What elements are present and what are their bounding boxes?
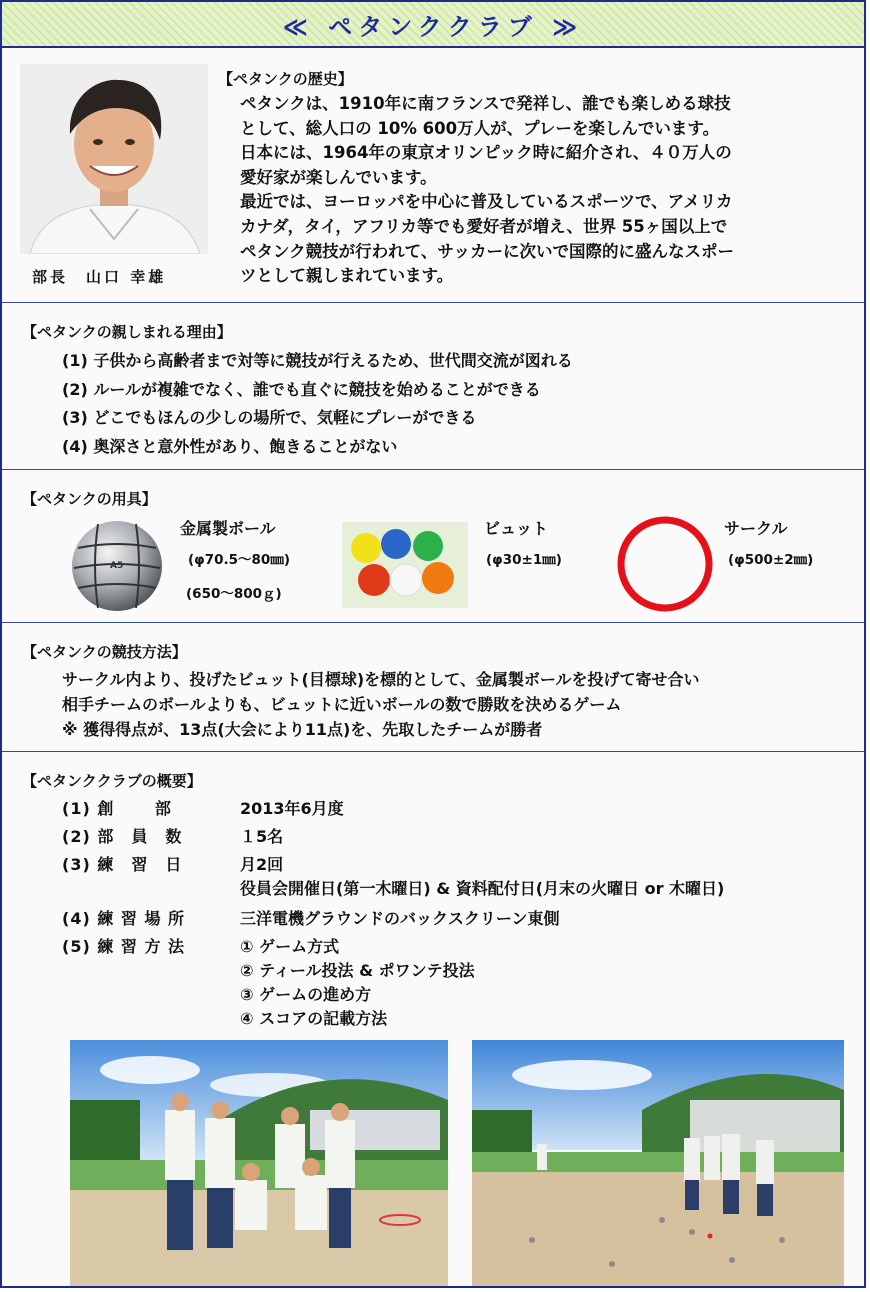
ball-weight: (650～800ｇ) (186, 586, 282, 602)
butt-balls-image (342, 522, 468, 608)
history-line: ツとして親しまれています。 (240, 266, 454, 286)
overview-heading: 【ペタンククラブの概要】 (22, 772, 202, 790)
portrait-photo (20, 64, 208, 254)
method-text (62, 667, 700, 742)
method-line: ※ 獲得得点が、13点(大会により11点)を、先取したチームが勝者 (62, 720, 543, 739)
group-photo (70, 1040, 448, 1286)
overview-row (62, 934, 340, 957)
practice-method-item: ④ スコアの記載方法 (240, 1009, 388, 1028)
history-line: ペタンク競技が行われて、サッカーに次いで国際的に盛んなスポー (240, 241, 735, 261)
practice-day-note: 役員会開催日(第一木曜日) & 資料配付日(月末の火曜日 or 木曜日) (240, 879, 725, 898)
overview-value: ① ゲーム方式 (240, 937, 340, 956)
overview-key: (1) 創 部 (62, 799, 172, 818)
overview-row (62, 824, 284, 847)
overview-value: 月2回 (240, 855, 284, 874)
history-line: 最近では、ヨーロッパを中心に普及しているスポーツで、アメリカ (240, 192, 733, 212)
game-photo (472, 1040, 844, 1286)
circle-ring-image (610, 514, 720, 614)
equipment-section (2, 470, 864, 623)
ball-size: (φ70.5～80㎜) (188, 552, 290, 568)
history-line: 日本には、1964年の東京オリンピック時に紹介され、４０万人の (240, 143, 732, 163)
overview-row (62, 796, 344, 819)
overview-section (2, 752, 864, 1292)
overview-row (62, 852, 284, 875)
portrait-caption: 部長 山口 幸雄 (32, 268, 167, 286)
equipment-heading: 【ペタンクの用具】 (22, 490, 157, 508)
list-item: (2) ルールが複雑でなく、誰でも直ぐに競技を始めることができる (62, 379, 541, 399)
method-line: サークル内より、投げたビュット(目標球)を標的として、金属製ボールを投げて寄せ合い (62, 670, 700, 689)
overview-key: (3) 練 習 日 (62, 855, 183, 874)
circle-label: サークル (724, 519, 788, 538)
overview-row (62, 906, 560, 929)
list-item: (4) 奥深さと意外性があり、飽きることがない (62, 436, 398, 456)
ball-stamp: A5 (110, 561, 124, 571)
overview-value: 2013年6月度 (240, 799, 344, 818)
overview-key: (5) 練 習 方 法 (62, 937, 186, 956)
history-text (240, 92, 850, 289)
reasons-heading: 【ペタンクの親しまれる理由】 (22, 323, 232, 341)
overview-key: (2) 部 員 数 (62, 827, 183, 846)
history-line: カナダ，タイ，アフリカ等でも愛好者が増え、世界 55ヶ国以上で (240, 216, 728, 236)
reasons-list (62, 347, 573, 461)
history-line: として、総人口の 10% 600万人が、プレーを楽しんでいます。 (240, 118, 720, 138)
history-heading: 【ペタンクの歴史】 (218, 70, 353, 88)
reasons-section (2, 303, 864, 470)
overview-key: (4) 練 習 場 所 (62, 909, 186, 928)
method-section (2, 623, 864, 752)
page-title: ≪ ペタンククラブ ≫ (2, 2, 864, 48)
list-item: (3) どこでもほんの少しの場所で、気軽にプレーができる (62, 408, 477, 427)
butt-label: ビュット (484, 519, 549, 538)
metal-ball-image (66, 518, 168, 614)
history-line: ペタンクは、1910年に南フランスで発祥し、誰でも楽しめる球技 (240, 94, 731, 113)
history-line: 愛好家が楽しんでいます。 (240, 167, 437, 187)
method-heading: 【ペタンクの競技方法】 (22, 643, 187, 661)
practice-method-item: ③ ゲームの進め方 (240, 985, 372, 1004)
overview-value: 三洋電機グラウンドのバックスクリーン東側 (240, 909, 560, 928)
practice-method-item: ② ティール投法 & ポワンテ投法 (240, 961, 475, 980)
list-item: (1) 子供から高齢者まで対等に競技が行えるため、世代間交流が図れる (62, 351, 573, 370)
ball-label: 金属製ボール (180, 519, 276, 538)
circle-size: (φ500±2㎜) (728, 552, 814, 568)
history-section (2, 48, 864, 303)
method-line: 相手チームのボールよりも、ビュットに近いボールの数で勝敗を決めるゲーム (62, 695, 622, 714)
butt-size: (φ30±1㎜) (486, 552, 562, 568)
overview-value: １5名 (240, 827, 284, 846)
